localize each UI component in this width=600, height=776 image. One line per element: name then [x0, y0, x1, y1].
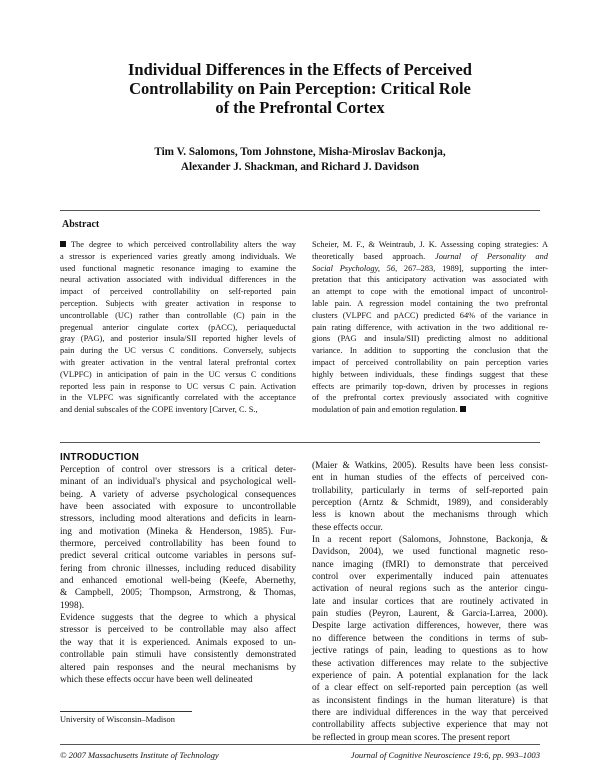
text-line: pain studies (Peyron, Laurent, & Garcia-Larrea, 2000).	[312, 609, 548, 620]
text-line: uncontrollable (UC) rather than controllable (C) pain in the	[60, 310, 296, 320]
text-line: (VLPFC) in anticipation of pain in the UC versus C conditions	[60, 369, 296, 379]
text-line: fering from chronic illnesses, including reduced disability	[60, 563, 296, 574]
text-line: controllable pain stimuli have consistently demonstrated	[60, 650, 296, 661]
text-line: effects are primarily top-down, driven by processes in regions	[312, 381, 548, 391]
text-line: lable pain. A regression model containing the two prefrontal	[312, 298, 548, 308]
section-marker-icon	[60, 241, 66, 247]
text-line: perception. Subjects with greater activation in response to	[60, 298, 296, 308]
text-line: gions (PAG and insula/SII) predicting almost no additional	[312, 334, 548, 344]
abstract-top-rule	[60, 210, 540, 211]
journal-reference: Journal of Cognitive Neuroscience 19:6, pp. 993–1003	[350, 750, 540, 760]
text-line: perception (Arntz & Schmidt, 1989), and considerably	[312, 498, 548, 509]
text-line: jective ratings of pain, leading to questions as to how	[312, 646, 548, 657]
title-line: Controllability on Pain Perception: Critical Role	[129, 79, 471, 98]
abstract-left-column	[60, 239, 296, 416]
text-line: be reflected in group mean scores. The present report	[312, 732, 510, 743]
text-line: gray (PAG), and posterior insula/SII reported higher levels of	[60, 334, 296, 344]
text-line: a stressor is experienced varies greatly among individuals. We	[60, 251, 296, 261]
text-line: activation of neural regions such as the anterior cingu-	[312, 584, 548, 595]
text-line: the way that it is experienced. Animals exposed to un-	[60, 637, 296, 648]
text-line	[60, 239, 296, 251]
journal-name: Social Psychology, 56	[312, 263, 396, 273]
affiliation: University of Wisconsin–Madison	[60, 715, 175, 724]
abstract-right-column	[312, 239, 548, 416]
text-line: predict several critical outcome variables in persons suf-	[60, 551, 296, 562]
title-line: of the Prefrontal Cortex	[215, 98, 385, 117]
introduction-heading: INTRODUCTION	[60, 452, 140, 463]
text-line: experience of pain. A potential explanation for the lack	[312, 670, 548, 681]
text-line: of a clear effect on self-reported pain perception (as well	[312, 683, 548, 694]
text-line: these activation differences may relate to the subjective	[312, 658, 548, 669]
text-line: and denial subscales of the COPE inventory [Carver, C. S.,	[60, 405, 258, 415]
text-line: pretation that this anticipatory activation was associated with	[312, 275, 548, 285]
text-line: (Maier & Watkins, 2005). Results have been less consist-	[312, 461, 548, 471]
text-line	[312, 404, 548, 416]
footnote-rule	[60, 711, 192, 712]
text-line: control over experimentally induced pain attenuates	[312, 572, 548, 583]
text-line: stressors, including mood alterations and deficits in learn-	[60, 514, 296, 525]
text-line: these effects occur.	[312, 522, 383, 533]
text-line: which these effects occur have been well delineated	[60, 674, 253, 685]
text-line: altered pain responses and the neural mechanisms by	[60, 662, 296, 673]
text-line: & Campbell, 2005; Thompson, Armstrong, & Thomas,	[60, 588, 296, 599]
text-line: Evidence suggests that the degree to which a physical	[60, 613, 296, 624]
journal-name: Journal of Personality and	[434, 251, 548, 261]
text-line: have been associated with exposure to uncontrollable	[60, 502, 296, 513]
paper-title	[60, 60, 540, 117]
text-line: nance imaging (fMRI) to demonstrate that perceived	[312, 559, 548, 570]
text-line: less is known about the mechanisms through which	[312, 510, 548, 521]
text-line: ent in human studies of the effects of perceived con-	[312, 473, 548, 484]
text-line: impact of perceived controllability on self-reported pain	[60, 287, 296, 297]
author-line: Tim V. Salomons, Tom Johnstone, Misha-Miroslav Backonja,	[154, 146, 446, 158]
text-line: late and insular cortices that are routinely activated in	[312, 596, 548, 607]
text-line: being. A variety of adverse psychological consequences	[60, 489, 296, 500]
text-line: pain during the UC versus C conditions. Conversely, subjects	[60, 346, 296, 356]
text-line: Perception of control over stressors is a critical deter-	[60, 465, 296, 475]
text-line-content: modulation of pain and emotion regulation.	[312, 405, 458, 415]
text-line: Scheier, M. F., & Weintraub, J. K. Assessing coping strategies: A	[312, 240, 548, 249]
text-line: variance. In addition to supporting the conclusion that the	[312, 346, 548, 356]
text-line: stressor is perceived to be controllable may also affect	[60, 625, 296, 636]
end-marker-icon	[460, 406, 466, 412]
text-line: Despite large activation differences, however, there was	[312, 621, 548, 632]
text-line-content: The degree to which perceived controllability alters the way	[70, 240, 296, 249]
text-line: 1998).	[60, 600, 85, 611]
author-line: Alexander J. Shackman, and Richard J. Davidson	[180, 161, 420, 173]
text-line: pregenual anterior cingulate cortex (pACC), periaqueductal	[60, 322, 296, 332]
text-line: theoretically based approach. Journal of Personality and	[312, 251, 548, 261]
title-line: Individual Differences in the Effects of Perceived	[127, 60, 472, 79]
text-line: clusters (VLPFC and pACC) predicted 64% of the variance in	[312, 310, 548, 320]
text-line: highly between individuals, these findings suggest that these	[312, 369, 548, 379]
text-line: an attempt to cope with the emotional impact of uncontrol-	[312, 287, 548, 297]
author-list	[60, 145, 540, 175]
text-line: in the VLPFC was significantly correlated with the acceptance	[60, 393, 296, 403]
text-line: and enhanced emotional well-being (Keefe, Abernethy,	[60, 576, 296, 587]
text-line: ing and motivation (Mineka & Henderson, 1985). Fur-	[60, 526, 296, 537]
abstract-heading: Abstract	[62, 219, 100, 230]
text-line: impact of perceived controllability on pain perception varies	[312, 357, 548, 367]
text-line: trollability, particularly in terms of self-reported pain	[312, 485, 548, 496]
body-left-column	[60, 464, 296, 686]
text-line: Davidson, 2004), we used functional magnetic reso-	[312, 547, 548, 558]
text-line: neural activation associated with individual differences in the	[60, 275, 296, 285]
text-line: pain rating difference, with activation in the two additional re-	[312, 322, 548, 332]
text-line: minant of an individual's physical and psychological well-	[60, 477, 296, 488]
text-line: In a recent report (Salomons, Johnstone, Backonja, &	[312, 535, 548, 546]
text-line: used functional magnetic resonance imaging to examine the	[60, 263, 296, 273]
text-line: no difference between the conditions in terms of sub-	[312, 633, 548, 644]
text-line: Social Psychology, 56, 267–283, 1989], supporting the inter-	[312, 263, 548, 273]
text-line: with greater activation in the ventral lateral prefrontal cortex	[60, 357, 296, 367]
copyright-notice: © 2007 Massachusetts Institute of Technology	[60, 750, 219, 760]
abstract-bottom-rule	[60, 442, 540, 443]
text-line: there are individual differences in the way that perceived	[312, 707, 548, 718]
text-line: thermore, perceived controllability has been found to	[60, 539, 296, 550]
text-line: controllability affects subjective experience that may not	[312, 720, 548, 731]
body-right-column	[312, 460, 548, 744]
text-line: of the prefrontal cortex previously associated with cognitive	[312, 393, 548, 403]
text-line: reported less pain in response to UC versus C pain. Activation	[60, 381, 296, 391]
text-line: as inconsistent findings in the human literature) is that	[312, 695, 548, 706]
footer-rule	[60, 744, 540, 745]
